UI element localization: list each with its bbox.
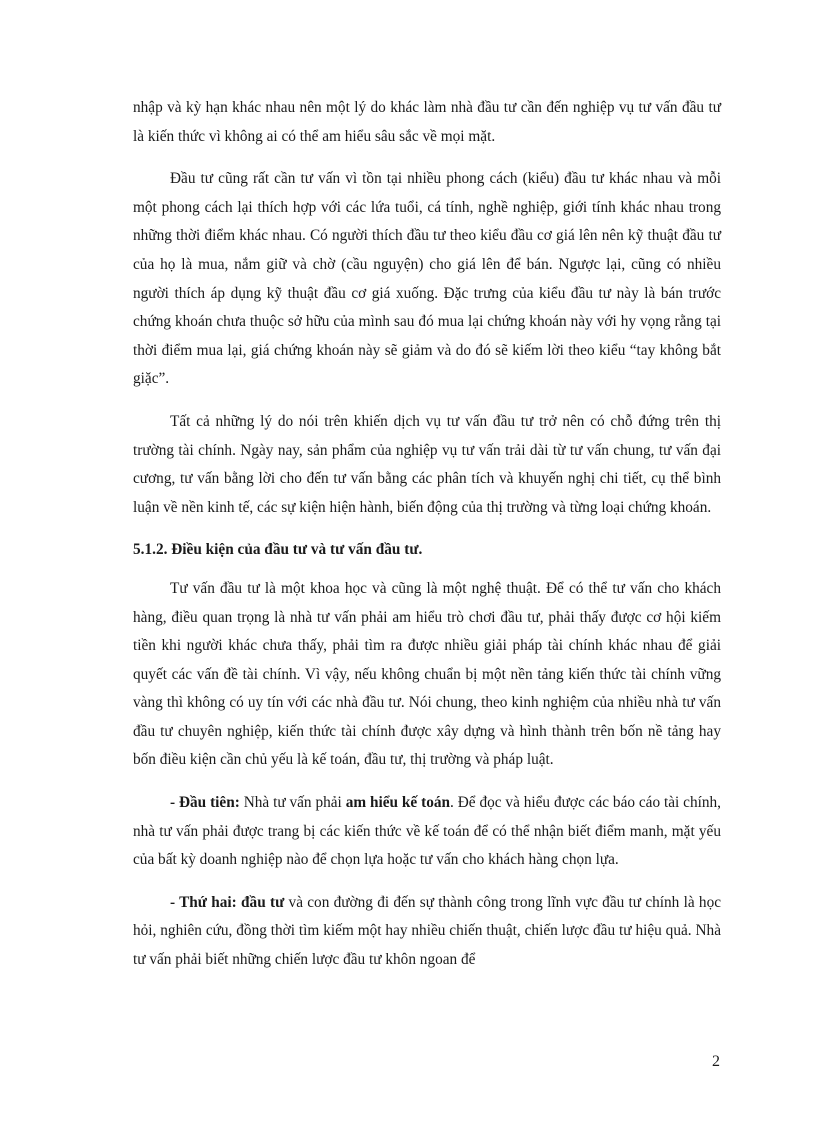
- item-text: Nhà tư vấn phải: [239, 794, 346, 812]
- page-number: 2: [712, 1053, 720, 1070]
- paragraph: Tư vấn đầu tư là một khoa học và cũng là một nghệ thuật. Để có thể tư vấn cho khách hàng, điều quan trọng là nhà tư vấn phải am hiểu trò chơi đầu tư, phải thấy được cơ hội kiếm tiền khi người khác chưa thấy, phải tìm ra được nhiều giải pháp tài chính khác nhau để giải quyết các vấn đề tài chính. Vì vậy, nếu không chuẩn bị một nền tảng kiến thức tài chính vững vàng thì không có uy tín với các nhà đầu tư. Nói chung, theo kinh nghiệm của nhiều nhà tư vấn đầu tư chuyên nghiệp, kiến thức tài chính được xây dựng và hình thành trên bốn nề tảng hay bốn điều kiện cần chủ yếu là kế toán, đầu tư, thị trường và pháp luật.: [133, 579, 721, 769]
- section-heading: 5.1.2. Điều kiện của đầu tư và tư vấn đầu tư.: [133, 541, 423, 559]
- item-emphasis: am hiểu kế toán: [345, 794, 451, 812]
- paragraph: Tất cả những lý do nói trên khiến dịch vụ tư vấn đầu tư trở nên có chỗ đứng trên thị trường tài chính. Ngày nay, sản phẩm của nghiệp vụ tư vấn trải dài từ tư vấn chung, tư vấn đại cương, tư vấn bằng lời cho đến tư vấn bằng các phân tích và khuyến nghị chi tiết, cụ thể bình luận về nền kinh tế, các sự kiện hiện hành, biến động của thị trường và từng loại chứng khoán.: [133, 412, 721, 516]
- item-lead: - Đầu tiên:: [170, 794, 240, 812]
- item-lead: - Thứ hai:: [170, 893, 237, 911]
- item-emphasis: đầu tư: [236, 893, 285, 911]
- item-text: và con đường đi đến sự thành công trong lĩnh vực đầu tư chính là học hỏi, nghiên cứu, đồng thời tìm kiếm một hay nhiều chiến thuật, chiến lược đầu tư hiệu quả. Nhà tư vấn phải biết những chiến lược đầu tư khôn ngoan để: [133, 893, 722, 969]
- paragraph: Đầu tư cũng rất cần tư vấn vì tồn tại nhiều phong cách (kiểu) đầu tư khác nhau và mỗi một phong cách lại thích hợp với các lứa tuổi, cá tính, nghề nghiệp, giới tính khác nhau trong những thời điểm khác nhau. Có người thích đầu tư theo kiểu đầu cơ giá lên nên kỹ thuật đầu tư của họ là mua, nắm giữ và chờ (cầu nguyện) cho giá lên để bán. Ngược lại, cũng có nhiều người thích áp dụng kỹ thuật đầu cơ giá xuống. Đặc trưng của kiểu đầu tư này là bán trước chứng khoán chưa thuộc sở hữu của mình sau đó mua lại chứng khoán này với hy vọng rằng tại thời điểm mua lại, giá chứng khoán này sẽ giảm và do đó sẽ kiếm lời theo kiểu “tay không bắt giặc”.: [133, 170, 721, 388]
- list-item: [133, 789, 721, 875]
- item-text: . Để đọc và hiểu được các báo cáo tài chính, nhà tư vấn phải được trang bị các kiến thức về kế toán để có thể nhận biết điểm manh, mặt yếu của bất kỳ doanh nghiệp nào để chọn lựa hoặc tư vấn cho khách hàng chọn lựa.: [133, 794, 721, 869]
- document-page: [133, 94, 721, 989]
- list-item: [133, 889, 721, 975]
- paragraph: nhập và kỳ hạn khác nhau nên một lý do khác làm nhà đầu tư cần đến nghiệp vụ tư vấn đầu tư là kiến thức vì không ai có thể am hiểu sâu sắc về mọi mặt.: [133, 99, 721, 145]
